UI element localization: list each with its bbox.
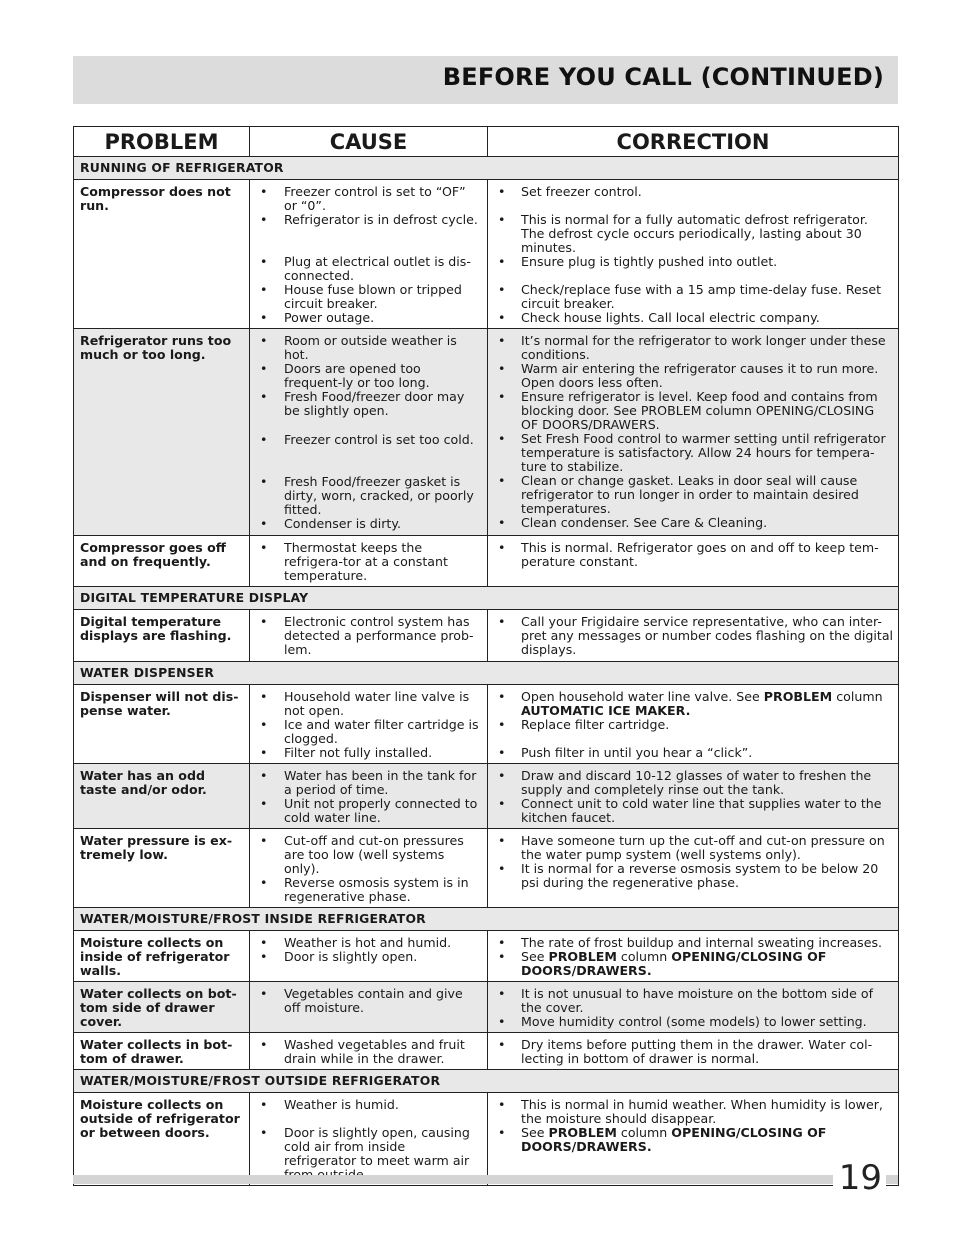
correction-cell: [488, 931, 899, 982]
section-header-row: [74, 587, 899, 610]
correction-item: • Open household water line valve. See PROBLEM column AUTOMATIC ICE MAKER.: [492, 690, 894, 718]
cause-item: • Condenser is dirty.: [254, 517, 483, 531]
cause-item: • Vegetables contain and give off moisture.: [254, 987, 483, 1015]
section-outside: WATER/MOISTURE/FROST OUTSIDE REFRIGERATOR: [74, 1070, 899, 1093]
correction-item: • It’s normal for the refrigerator to work longer under these conditions.: [492, 334, 894, 362]
table-row: [74, 610, 899, 662]
cause-item: • Washed vegetables and fruit drain while in the drawer.: [254, 1038, 483, 1066]
section-running: RUNNING OF REFRIGERATOR: [74, 157, 899, 180]
problem-cell: Dispenser will not dis-pense water.: [74, 685, 250, 764]
cause-item: • House fuse blown or tripped circuit breaker.: [254, 283, 483, 311]
correction-column-header: CORRECTION: [488, 127, 899, 157]
section-header-row: [74, 157, 899, 180]
problem-cell: Water has an odd taste and/or odor.: [74, 764, 250, 829]
correction-item: • Clean or change gasket. Leaks in door seal will cause refrigerator to run longer in order to maintain desired temperatures.: [492, 474, 894, 516]
problem-cell: Compressor does not run.: [74, 180, 250, 329]
correction-item: • Set freezer control.: [492, 185, 894, 199]
problem-column-header: PROBLEM: [74, 127, 250, 157]
table-row: [74, 329, 899, 536]
problem-cell: Digital temperature displays are flashing.: [74, 610, 250, 662]
table-row: [74, 536, 899, 587]
section-header-row: [74, 908, 899, 931]
section-digital: DIGITAL TEMPERATURE DISPLAY: [74, 587, 899, 610]
cause-cell: [250, 610, 488, 662]
cause-cell: [250, 1033, 488, 1070]
table-row: [74, 931, 899, 982]
correction-cell: [488, 610, 899, 662]
header-band: [73, 56, 898, 104]
cause-item: • Fresh Food/freezer gasket is dirty, worn, cracked, or poorly fitted.: [254, 475, 483, 517]
section-header-row: [74, 662, 899, 685]
problem-cell: Water pressure is ex-tremely low.: [74, 829, 250, 908]
correction-item: • This is normal in humid weather. When humidity is lower, the moisture should disappear.: [492, 1098, 894, 1126]
correction-item: • This is normal for a fully automatic defrost refrigerator. The defrost cycle occurs periodically, lasting about 30 minutes.: [492, 213, 894, 255]
problem-cell: Compressor goes off and on frequently.: [74, 536, 250, 587]
correction-cell: [488, 764, 899, 829]
cause-item: • Cut-off and cut-on pressures are too low (well systems only).: [254, 834, 483, 876]
correction-item: • Dry items before putting them in the drawer. Water col-lecting in bottom of drawer is normal.: [492, 1038, 894, 1066]
correction-cell: [488, 536, 899, 587]
correction-item: • It is normal for a reverse osmosis system to be below 20 psi during the regenerative phase.: [492, 862, 894, 890]
troubleshooting-table: [73, 126, 899, 1186]
correction-item: • Ensure refrigerator is level. Keep food and contains from blocking door. See PROBLEM column OPENING/CLOSING OF DOORS/DRAWERS.: [492, 390, 894, 432]
cause-item: • Freezer control is set to “OF” or “0”.: [254, 185, 483, 213]
section-inside: WATER/MOISTURE/FROST INSIDE REFRIGERATOR: [74, 908, 899, 931]
correction-item: • Draw and discard 10-12 glasses of water to freshen the supply and completely rinse out the tank.: [492, 769, 894, 797]
correction-cell: [488, 329, 899, 536]
correction-item: • Set Fresh Food control to warmer setting until refrigerator temperature is satisfactory. Allow 24 hours for tempera-ture to stabilize.: [492, 432, 894, 474]
cause-item: • Freezer control is set too cold.: [254, 433, 483, 447]
cause-item: • Filter not fully installed.: [254, 746, 483, 760]
correction-item: • It is not unusual to have moisture on the bottom side of the cover.: [492, 987, 894, 1015]
cause-item: • Weather is hot and humid.: [254, 936, 483, 950]
table-row: [74, 829, 899, 908]
cause-cell: [250, 829, 488, 908]
correction-item: • See PROBLEM column OPENING/CLOSING OF DOORS/DRAWERS.: [492, 1126, 894, 1154]
cause-item: • Room or outside weather is hot.: [254, 334, 483, 362]
correction-item: • The rate of frost buildup and internal sweating increases.: [492, 936, 894, 950]
cause-item: • Refrigerator is in defrost cycle.: [254, 213, 483, 227]
page-number: 19: [833, 1158, 886, 1198]
correction-cell: [488, 829, 899, 908]
section-water: WATER DISPENSER: [74, 662, 899, 685]
cause-item: • Thermostat keeps the refrigera-tor at a constant temperature.: [254, 541, 483, 583]
correction-item: • Connect unit to cold water line that supplies water to the kitchen faucet.: [492, 797, 894, 825]
cause-item: • Weather is humid.: [254, 1098, 483, 1112]
cause-cell: [250, 329, 488, 536]
problem-cell: Moisture collects on outside of refrigerator or between doors.: [74, 1093, 250, 1186]
correction-item: • Have someone turn up the cut-off and cut-on pressure on the water pump system (well systems only).: [492, 834, 894, 862]
correction-item: • See PROBLEM column OPENING/CLOSING OF DOORS/DRAWERS.: [492, 950, 894, 978]
correction-item: • Check/replace fuse with a 15 amp time-delay fuse. Reset circuit breaker.: [492, 283, 894, 311]
table-row: [74, 685, 899, 764]
correction-item: • Replace filter cartridge.: [492, 718, 894, 732]
cause-item: • Electronic control system has detected a performance prob-lem.: [254, 615, 483, 657]
cause-item: • Doors are opened too frequent-ly or too long.: [254, 362, 483, 390]
cause-item: • Plug at electrical outlet is dis-connected.: [254, 255, 483, 283]
page-title: BEFORE YOU CALL (CONTINUED): [442, 63, 884, 91]
cause-item: • Unit not properly connected to cold water line.: [254, 797, 483, 825]
correction-cell: [488, 982, 899, 1033]
table-row: [74, 1093, 899, 1186]
section-header-row: [74, 1070, 899, 1093]
problem-cell: Water collects in bot-tom of drawer.: [74, 1033, 250, 1070]
correction-item: • This is normal. Refrigerator goes on and off to keep tem-perature constant.: [492, 541, 894, 569]
correction-item: • Ensure plug is tightly pushed into outlet.: [492, 255, 894, 269]
cause-column-header: CAUSE: [250, 127, 488, 157]
cause-item: • Water has been in the tank for a period of time.: [254, 769, 483, 797]
cause-cell: [250, 180, 488, 329]
cause-item: • Household water line valve is not open.: [254, 690, 483, 718]
cause-item: • Door is slightly open, causing cold air from inside refrigerator to meet warm air: [254, 1126, 483, 1182]
cause-item: • Ice and water filter cartridge is clogged.: [254, 718, 483, 746]
cause-cell: [250, 764, 488, 829]
cause-item: • Fresh Food/freezer door may be slightly open.: [254, 390, 483, 418]
correction-item: • Move humidity control (some models) to lower setting.: [492, 1015, 894, 1029]
correction-cell: [488, 180, 899, 329]
problem-cell: Water collects on bot-tom side of drawer cover.: [74, 982, 250, 1033]
cause-item: • Power outage.: [254, 311, 483, 325]
correction-item: • Call your Frigidaire service representative, who can inter-pret any messages or number codes flashing on the digital displays.: [492, 615, 894, 657]
table-row: [74, 764, 899, 829]
problem-cell: Moisture collects on inside of refrigerator walls.: [74, 931, 250, 982]
footer-bar: [73, 1175, 898, 1184]
table-row: [74, 1033, 899, 1070]
cause-cell: [250, 1093, 488, 1186]
table-row: [74, 180, 899, 329]
cause-cell: [250, 982, 488, 1033]
cause-cell: [250, 931, 488, 982]
cause-cell: [250, 685, 488, 764]
correction-item: • Check house lights. Call local electric company.: [492, 311, 894, 325]
table-row: [74, 982, 899, 1033]
cause-cell: [250, 536, 488, 587]
cause-item: • Reverse osmosis system is in regenerative phase.: [254, 876, 483, 904]
problem-cell: Refrigerator runs too much or too long.: [74, 329, 250, 536]
correction-item: • Push filter in until you hear a “click”.: [492, 746, 894, 760]
correction-cell: [488, 685, 899, 764]
table-header-row: [74, 127, 899, 157]
cause-item: • Door is slightly open.: [254, 950, 483, 964]
correction-item: • Warm air entering the refrigerator causes it to run more. Open doors less often.: [492, 362, 894, 390]
correction-item: • Clean condenser. See Care & Cleaning.: [492, 516, 894, 530]
correction-cell: [488, 1033, 899, 1070]
